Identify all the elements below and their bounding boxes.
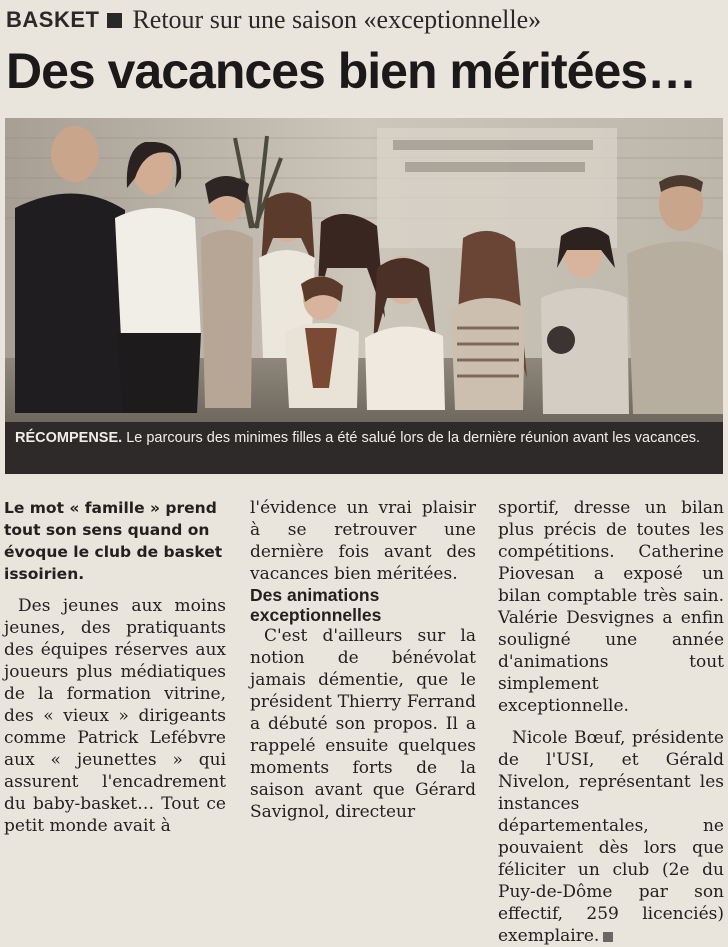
article-column-2 bbox=[250, 497, 476, 844]
article-paragraph-2: C'est d'ailleurs sur la notion de bénévolat jamais démentie, que le président Thierry Ferrand a débuté son propos. Il a rappelé ensuite quelques moments forts de la saison avant que Gérard Savignol, directeur bbox=[250, 626, 476, 822]
article-lead: Le mot « famille » prend tout son sens quand on évoque le club de basket issoirien. bbox=[4, 499, 223, 583]
end-mark-icon bbox=[603, 932, 613, 942]
article-column-1 bbox=[4, 497, 226, 844]
separator-square-icon bbox=[107, 13, 122, 28]
caption-label: RÉCOMPENSE. bbox=[15, 430, 123, 446]
article-paragraph-1-text: Des jeunes aux moins jeunes, des pratiquants des équipes réserves aux joueurs plus médiatiques de la formation vitrine, des « vieux » dirigeants comme Patrick Lefébvre aux « jeunettes » qui assurent l'encadrement du baby-basket… Tout ce petit monde avait à bbox=[4, 596, 226, 836]
section-tag: BASKET bbox=[6, 7, 100, 32]
article-paragraph-3-text: Nicole Bœuf, présidente de l'USI, et Gérald Nivelon, représentant les instances départementales, ne pouvaient dès lors que féliciter un club (2e du Puy-de-Dôme par son effectif, 259 licenciés) exemplaire. bbox=[498, 728, 724, 946]
article-paragraph-1 bbox=[4, 595, 226, 837]
kicker-text: Retour sur une saison «exceptionnelle» bbox=[132, 5, 542, 34]
team-photo-illustration bbox=[5, 118, 723, 422]
article-paragraph-3 bbox=[498, 727, 724, 947]
caption-text: Le parcours des minimes filles a été salué lors de la dernière réunion avant les vacances. bbox=[122, 430, 701, 446]
article-subhead: Des animations exceptionnelles bbox=[250, 585, 382, 625]
headline: Des vacances bien méritées… bbox=[6, 43, 697, 99]
kicker bbox=[6, 2, 541, 38]
photo-caption bbox=[5, 422, 723, 474]
article-paragraph-1-continued: l'évidence un vrai plaisir à se retrouver une dernière fois avant des vacances bien méritées. bbox=[250, 498, 476, 584]
team-photo bbox=[5, 118, 723, 422]
article-paragraph-2-continued: sportif, dresse un bilan plus précis de toutes les compétitions. Catherine Piovesan a exposé un bilan comptable très sain. Valérie Desvignes a enfin souligné une année d'animations tout simplement exceptionnelle. bbox=[498, 498, 724, 716]
article-column-3 bbox=[498, 497, 724, 946]
